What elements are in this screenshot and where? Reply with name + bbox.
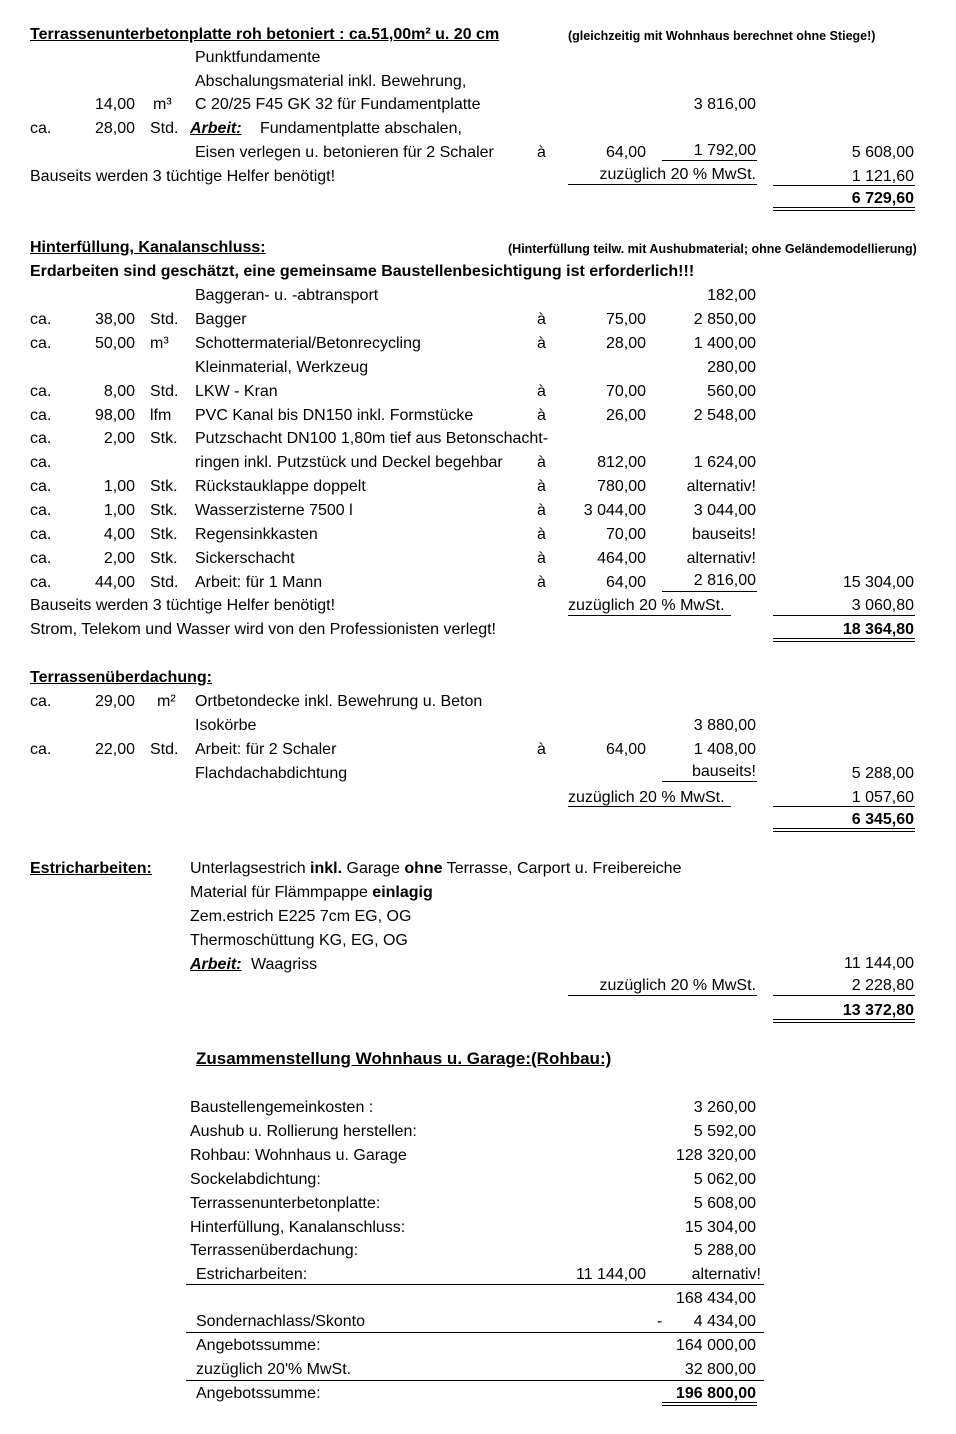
amount: 2 850,00 xyxy=(693,310,756,328)
line-description: Wasserzisterne 7500 l xyxy=(195,502,353,520)
arbeit-label: Arbeit: xyxy=(190,120,242,137)
quantity: 22,00 xyxy=(94,741,135,758)
amount: bauseits! xyxy=(691,763,756,780)
a-symbol: à xyxy=(537,741,546,758)
unit-price: 64,00 xyxy=(605,573,646,591)
unit-price: 464,00 xyxy=(597,549,646,567)
line-description: Eisen verlegen u. betonieren für 2 Schaler xyxy=(195,144,494,161)
summary-label: Aushub u. Rollierung herstellen: xyxy=(190,1122,417,1140)
vat-amount: 32 800,00 xyxy=(684,1361,756,1378)
unit-price: 780,00 xyxy=(597,478,646,496)
unit: Std. xyxy=(150,573,179,591)
line-description: Regensinkkasten xyxy=(195,526,318,543)
section-note: (gleichzeitig mit Wohnhaus berechnet ohne Stiege!) xyxy=(568,29,876,43)
vat-label: zuzüglich 20'% MwSt. xyxy=(196,1361,352,1378)
section-title-estricharbeiten: Estricharbeiten: xyxy=(30,860,152,877)
unit: Stk. xyxy=(150,526,178,543)
final-value: 196 800,00 xyxy=(675,1385,756,1402)
ca-label: ca. xyxy=(30,430,52,448)
unit: lfm xyxy=(150,406,172,424)
ca-label: ca. xyxy=(30,693,52,710)
unit: Std. xyxy=(150,310,179,328)
summary-label: Terrassenüberdachung: xyxy=(190,1242,359,1260)
unit: Stk. xyxy=(150,502,178,520)
estrich-line: Material für Flämmpappe einlagig xyxy=(190,884,433,901)
section-total: 11 144,00 xyxy=(844,955,914,972)
unit-price: 812,00 xyxy=(597,454,646,472)
amount: 3 044,00 xyxy=(693,502,756,520)
section-title-hinterfuellung: Hinterfüllung, Kanalanschluss: xyxy=(30,239,266,256)
gross-total: 6 729,60 xyxy=(851,190,914,207)
section-total: 15 304,00 xyxy=(842,574,914,591)
summary-label: Estricharbeiten: xyxy=(196,1266,308,1283)
line-description: LKW - Kran xyxy=(195,382,278,400)
amount: 1 400,00 xyxy=(693,334,756,352)
unit: Std. xyxy=(150,382,179,400)
quantity: 1,00 xyxy=(103,502,135,520)
subtotal: 168 434,00 xyxy=(675,1290,756,1307)
amount: 3 816,00 xyxy=(693,96,756,113)
discount-value: 4 434,00 xyxy=(693,1313,756,1330)
final-label: Angebotssumme: xyxy=(196,1385,321,1402)
line-description: Arbeit: für 2 Schaler xyxy=(195,741,337,758)
summary-value: 3 260,00 xyxy=(693,1099,756,1116)
line-description: Rückstauklappe doppelt xyxy=(195,478,366,496)
ca-label: ca. xyxy=(30,526,52,543)
vat-label: zuzüglich 20 % MwSt. xyxy=(599,166,756,183)
line-description: Flachdachabdichtung xyxy=(195,765,348,782)
vat-label: zuzüglich 20 % MwSt. xyxy=(568,789,725,806)
amount: 182,00 xyxy=(707,287,756,304)
summary-note: alternativ! xyxy=(691,1266,761,1283)
line-description: Ortbetondecke inkl. Bewehrung u. Beton xyxy=(195,693,483,710)
a-symbol: à xyxy=(537,573,546,591)
a-symbol: à xyxy=(537,478,546,496)
summary-value: 5 608,00 xyxy=(693,1194,756,1212)
line-description: PVC Kanal bis DN150 inkl. Formstücke xyxy=(195,406,474,424)
a-symbol: à xyxy=(537,549,546,567)
section-note: (Hinterfüllung teilw. mit Aushubmaterial; ohne Geländemodellierung) xyxy=(508,242,917,256)
ca-label: ca. xyxy=(30,334,52,352)
estrich-line: Unterlagsestrich inkl. Garage ohne Terrasse, Carport u. Freibereiche xyxy=(190,860,682,877)
amount: 1 408,00 xyxy=(693,741,756,758)
ca-label: ca. xyxy=(30,573,52,591)
summary-value: 5 062,00 xyxy=(693,1170,756,1188)
quantity: 4,00 xyxy=(103,526,135,543)
warning-text: Erdarbeiten sind geschätzt, eine gemeinsame Baustellenbesichtigung ist erforderlich!!! xyxy=(30,263,695,280)
gross-total: 18 364,80 xyxy=(842,621,914,638)
estrich-line: Thermoschüttung KG, EG, OG xyxy=(190,932,408,949)
line-description: Punktfundamente xyxy=(195,49,321,66)
section-title-terrassenueberdachung: Terrassenüberdachung: xyxy=(30,669,212,686)
discount-label: Sondernachlass/Skonto xyxy=(196,1313,365,1330)
gross-total: 6 345,60 xyxy=(851,811,914,828)
quantity: 14,00 xyxy=(94,96,135,113)
summary-value: 5 592,00 xyxy=(693,1122,756,1140)
a-symbol: à xyxy=(537,454,546,472)
line-description: ringen inkl. Putzstück und Deckel begehbar xyxy=(195,454,503,472)
amount: 1 792,00 xyxy=(693,142,756,159)
unit-price: 28,00 xyxy=(605,334,646,352)
section-total: 5 288,00 xyxy=(851,765,914,782)
line-description: Arbeit: für 1 Mann xyxy=(195,573,323,591)
vat-amount: 2 228,80 xyxy=(851,977,914,994)
a-symbol: à xyxy=(537,502,546,520)
unit-price: 26,00 xyxy=(605,406,646,424)
unit-price: 70,00 xyxy=(605,526,646,543)
amount: alternativ! xyxy=(686,549,756,567)
line-description: Isokörbe xyxy=(195,717,257,734)
unit-price: 75,00 xyxy=(605,310,646,328)
summary-value: 5 288,00 xyxy=(693,1242,756,1260)
ca-label: ca. xyxy=(30,406,52,424)
arbeit-label: Arbeit: xyxy=(190,956,242,973)
line-description: Baggeran- u. -abtransport xyxy=(195,287,379,304)
amount: alternativ! xyxy=(686,478,756,496)
offer-label: Angebotssumme: xyxy=(196,1337,321,1354)
quantity: 2,00 xyxy=(103,430,135,448)
unit: m³ xyxy=(150,334,169,352)
line-description: Kleinmaterial, Werkzeug xyxy=(195,358,369,376)
a-symbol: à xyxy=(537,144,546,161)
quantity: 28,00 xyxy=(94,120,135,137)
line-description: Sickerschacht xyxy=(195,549,295,567)
vat-amount: 1 121,60 xyxy=(851,168,914,185)
unit-price: 3 044,00 xyxy=(583,502,646,520)
quantity: 1,00 xyxy=(103,478,135,496)
ca-label: ca. xyxy=(30,549,52,567)
amount: 1 624,00 xyxy=(693,454,756,472)
offer-value: 164 000,00 xyxy=(675,1337,756,1354)
summary-value: 128 320,00 xyxy=(675,1146,756,1164)
amount: bauseits! xyxy=(691,526,756,543)
amount: 3 880,00 xyxy=(693,717,756,734)
line-description: Fundamentplatte abschalen, xyxy=(260,120,462,137)
ca-label: ca. xyxy=(30,120,52,137)
a-symbol: à xyxy=(537,382,546,400)
quantity: 38,00 xyxy=(94,310,135,328)
summary-label: Sockelabdichtung: xyxy=(190,1170,321,1188)
line-description: Bagger xyxy=(195,310,247,328)
summary-value: 11 144,00 xyxy=(576,1266,646,1283)
vat-label: zuzüglich 20 % MwSt. xyxy=(568,597,725,614)
ca-label: ca. xyxy=(30,478,52,496)
quantity: 98,00 xyxy=(94,406,135,424)
unit: Stk. xyxy=(150,430,178,448)
quantity: 50,00 xyxy=(94,334,135,352)
strom-note: Strom, Telekom und Wasser wird von den Professionisten verlegt! xyxy=(30,621,496,638)
ca-label: ca. xyxy=(30,741,52,758)
a-symbol: à xyxy=(537,310,546,328)
unit: Std. xyxy=(150,741,179,758)
summary-label: Hinterfüllung, Kanalanschluss: xyxy=(190,1218,406,1236)
section-title-terrassenunterbetonplatte: Terrassenunterbetonplatte roh betoniert : ca.51,00m² u. 20 cm xyxy=(30,26,500,43)
quantity: 44,00 xyxy=(94,573,135,591)
a-symbol: à xyxy=(537,334,546,352)
ca-label: ca. xyxy=(30,310,52,328)
ca-label: ca. xyxy=(30,502,52,520)
unit: m² xyxy=(157,693,176,710)
quantity: 8,00 xyxy=(103,382,135,400)
gross-total: 13 372,80 xyxy=(842,1002,914,1019)
summary-label: Rohbau: Wohnhaus u. Garage xyxy=(190,1146,407,1164)
discount-sign: - xyxy=(657,1313,663,1330)
line-description: Putzschacht DN100 1,80m tief aus Betonschacht- xyxy=(195,430,549,448)
quantity: 2,00 xyxy=(103,549,135,567)
amount: 2 816,00 xyxy=(693,571,756,589)
unit-price: 70,00 xyxy=(605,382,646,400)
helpers-note: Bauseits werden 3 tüchtige Helfer benötigt! xyxy=(30,597,336,614)
vat-label: zuzüglich 20 % MwSt. xyxy=(599,977,756,994)
line-description: Schottermaterial/Betonrecycling xyxy=(195,334,421,352)
vat-amount: 3 060,80 xyxy=(851,597,914,614)
unit-price: 64,00 xyxy=(605,144,646,161)
summary-label: Baustellengemeinkosten : xyxy=(190,1099,374,1116)
amount: 560,00 xyxy=(707,382,756,400)
a-symbol: à xyxy=(537,406,546,424)
unit-price: 64,00 xyxy=(605,741,646,758)
vat-amount: 1 057,60 xyxy=(851,789,914,806)
quantity: 29,00 xyxy=(94,693,135,710)
line-description: C 20/25 F45 GK 32 für Fundamentplatte xyxy=(195,96,481,113)
helpers-note: Bauseits werden 3 tüchtige Helfer benötigt! xyxy=(30,168,336,185)
ca-label: ca. xyxy=(30,382,52,400)
section-total: 5 608,00 xyxy=(851,144,914,161)
summary-value: 15 304,00 xyxy=(684,1218,756,1236)
summary-title: Zusammenstellung Wohnhaus u. Garage:(Rohbau:) xyxy=(196,1049,612,1068)
estrich-line: Waagriss xyxy=(251,956,318,973)
line-description: Abschalungsmaterial inkl. Bewehrung, xyxy=(195,73,467,90)
ca-label: ca. xyxy=(30,454,52,472)
summary-label: Terrassenunterbetonplatte: xyxy=(190,1194,381,1212)
estrich-line: Zem.estrich E225 7cm EG, OG xyxy=(190,908,412,925)
unit: m³ xyxy=(153,96,172,113)
a-symbol: à xyxy=(537,526,546,543)
amount: 2 548,00 xyxy=(693,406,756,424)
unit: Std. xyxy=(150,120,179,137)
amount: 280,00 xyxy=(707,358,756,376)
unit: Stk. xyxy=(150,549,178,567)
unit: Stk. xyxy=(150,478,178,496)
